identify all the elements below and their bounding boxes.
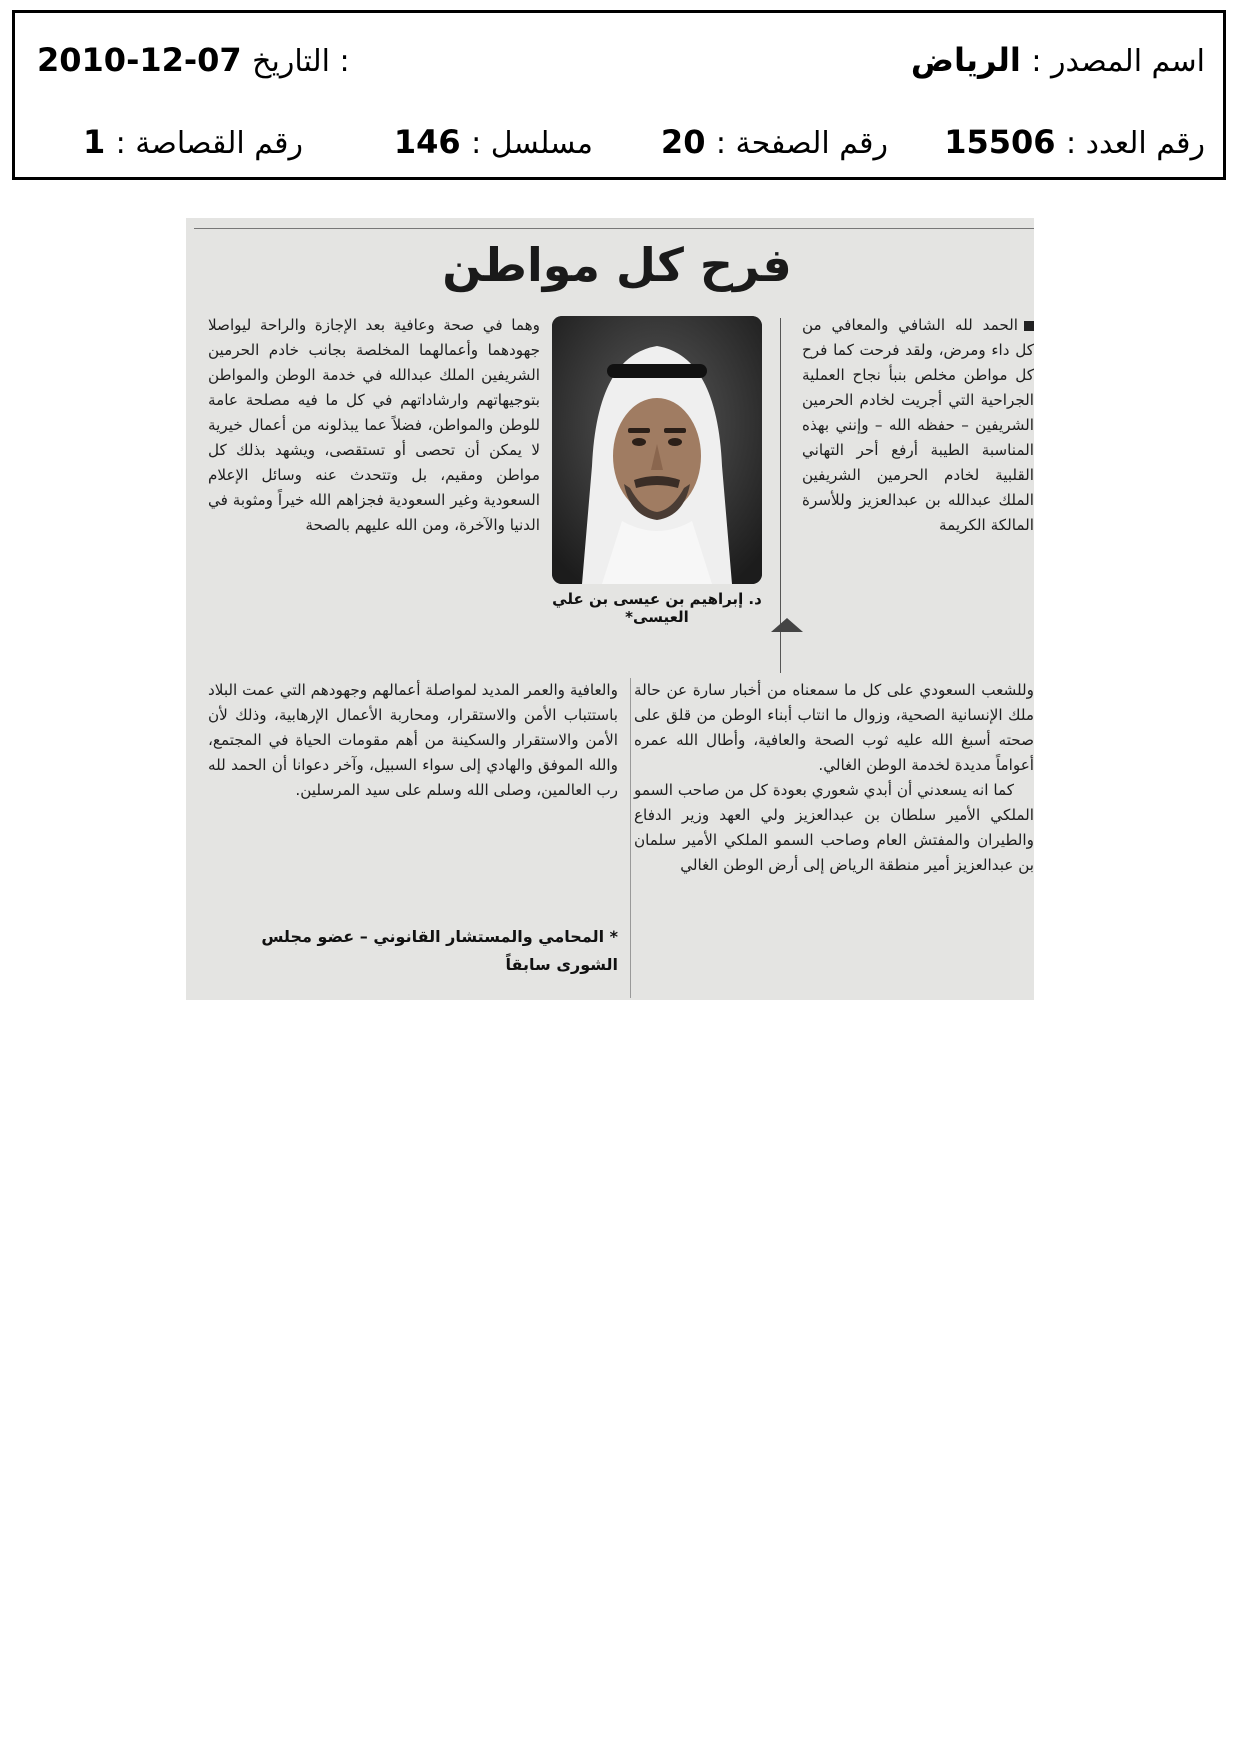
photo-caption: د. إبراهيم بن عيسى بن علي العيسى*: [552, 590, 762, 626]
column-right-text: الحمد لله الشافي والمعافي من كل داء ومرض، ولقد فرحت كما فرح كل مواطن مخلص بنبأ نجاح العملية الجراحية التي أجريت لخادم الحرمين الشريفين – حفظه الله – وإنني بهذه المناسبة الطيبة أرفع أحر التهاني القلبية لخادم الحرمين الشريفين الملك عبدالله بن عبدالعزيز وللأسرة المالكة الكريمة: [802, 316, 1034, 534]
clipping-value: 1: [82, 123, 106, 161]
author-portrait-icon: [552, 316, 762, 584]
date-field: [37, 41, 350, 79]
clipping-label: رقم القصاصة :: [115, 126, 303, 161]
column-right-lower-p2: كما انه يسعدني أن أبدي شعوري بعودة كل من صاحب السمو الملكي الأمير سلطان بن عبدالعزيز ولي العهد وزير الدفاع والطيران والمفتش العام وصاحب السمو الملكي الأمير سلمان بن عبدالعزيز أمير منطقة الرياض إلى أرض الوطن الغالي: [634, 781, 1034, 874]
page-label: رقم الصفحة :: [715, 126, 888, 161]
clipping-top-rule: [194, 228, 1040, 229]
header-row-2: [15, 123, 1223, 173]
source-value: الرياض: [910, 41, 1021, 79]
archive-header: [12, 10, 1226, 180]
author-photo: [552, 316, 762, 584]
page-field: [661, 123, 888, 161]
serial-label: مسلسل :: [471, 126, 593, 161]
bullet-square-icon: [1024, 321, 1034, 331]
serial-value: 146: [393, 123, 461, 161]
date-value: 2010-12-07: [37, 41, 242, 79]
caption-pointer-icon: [771, 618, 803, 632]
newspaper-clipping: [186, 218, 1048, 1000]
serial-field: [394, 123, 593, 161]
article-column-right-lower: [634, 678, 1034, 878]
issue-value: 15506: [944, 123, 1056, 161]
article-column-left-lower: [208, 678, 618, 803]
source-field: [911, 41, 1205, 79]
source-label: اسم المصدر :: [1031, 44, 1205, 79]
issue-field: [944, 123, 1205, 161]
date-label: التاريخ :: [252, 44, 350, 79]
column-left-lower-text: والعافية والعمر المديد لمواصلة أعمالهم وجهودهم التي عمت البلاد باستتباب الأمن والاستقرار، ومحاربة الأعمال الإرهابية، وذلك لأن الأمن والاستقرار والسكينة من أهم مقومات الحياة في المجتمع، والله الموفق والهادي إلى سواء السبيل، وآخر دعوانا أن الحمد لله رب العالمين، وصلى الله وسلم على سيد المرسلين.: [208, 681, 618, 799]
page-value: 20: [660, 123, 706, 161]
clipping-edge-strip: [1034, 276, 1048, 1000]
column-left-top-text: وهما في صحة وعافية بعد الإجازة والراحة ليواصلا جهودهما وأعمالهما المخلصة بجانب خادم الحرمين الشريفين الملك عبدالله في خدمة الوطن والمواطن بتوجيهاتهم وارشاداتهم في كل ما فيه مصلحة عامة للوطن والمواطن، فضلاً عما يبذلونه من أعمال خيرية لا يمكن أن تحصى أو تستقصى، ويشهد بذلك كل مواطن ومقيم، بل وتتحدث عنه وسائل الإعلام السعودية وغير السعودية فجزاهم الله خيراً ومثوبة في الدنيا والآخرة، ومن الله عليهم بالصحة: [208, 316, 540, 534]
header-row-1: [15, 41, 1223, 91]
article-column-left-full: [208, 313, 540, 538]
article-column-right: [802, 313, 1034, 538]
article-headline: فرح كل مواطن: [442, 238, 792, 292]
author-signature: * المحامي والمستشار القانوني – عضو مجلس الشورى سابقاً: [261, 927, 618, 974]
clipping-field: [83, 123, 303, 161]
lower-column-divider: [630, 678, 631, 998]
column-right-lower-p1: وللشعب السعودي على كل ما سمعناه من أخبار سارة عن حالة ملك الإنسانية الصحية، وزوال ما انتاب أبناء الوطن من قلق على صحته أسبغ الله عليه ثوب الصحة والعافية، وأطال الله عمره أعواماً مديدة لخدمة الوطن الغالي.: [634, 681, 1034, 774]
issue-label: رقم العدد :: [1065, 126, 1205, 161]
